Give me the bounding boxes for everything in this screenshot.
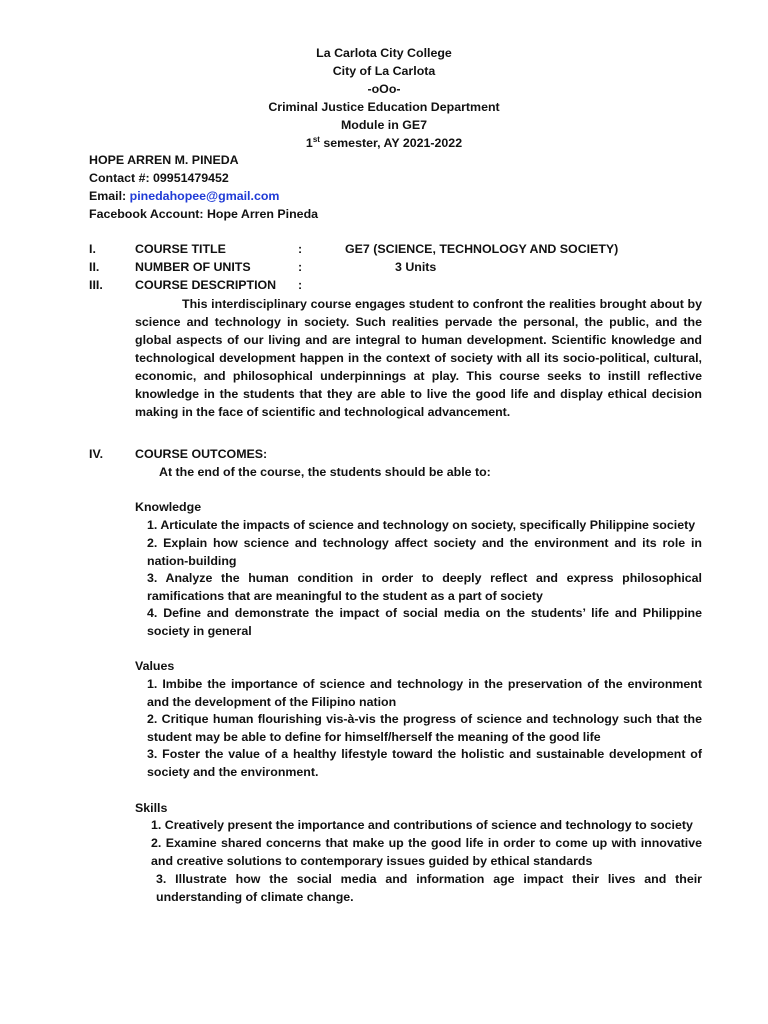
- knowledge-item-4: 4. Define and demonstrate the impact of social media on the students’ life and Philippine society in general: [147, 606, 702, 638]
- outcomes-intro: At the end of the course, the students should be able to:: [159, 465, 491, 479]
- knowledge-item-2: 2. Explain how science and technology affect society and the environment and its role in nation-building: [147, 536, 702, 568]
- skills-heading: Skills: [135, 801, 168, 815]
- values-item-1: 1. Imbibe the importance of science and technology in the preservation of the environment and the development of the Filipino nation: [147, 677, 702, 709]
- author-name: HOPE ARREN M. PINEDA: [89, 153, 239, 167]
- skills-item-3: 3. Illustrate how the social media and information age impact their lives and their understanding of climate change.: [156, 872, 702, 904]
- college-name: La Carlota City College: [316, 46, 452, 60]
- course-description-text: This interdisciplinary course engages student to confront the realities brought about by science and technology in society. Such realities pervade the personal, the public, and the global aspects of our living and are integral to human development. Scientific knowledge and technological development happen in the context of society with all its socio-political, cultural, economic, and philosophical underpinnings at play. This course seeks to instill reflective knowledge in the students that they are able to live the good life and display ethical decision making in the face of scientific and technological advancement.: [135, 297, 702, 419]
- document-header: [0, 44, 768, 152]
- email-link[interactable]: pinedahopee@gmail.com: [129, 189, 280, 203]
- ornament-divider: -oOo-: [367, 82, 401, 96]
- document-page: La Carlota City College City of La Carlota -oOo- Criminal Justice Education Department Module in GE7 1st semester, AY 2021-2022 HOPE ARREN M. PINEDA Contact #: 09951479452 Email: pinedahopee@gmail.com Facebook Account: Hope Arren Pineda I. COURSE TITLE : GE7 (SCIENCE, TECHNOLOGY AND SOCIETY) II. NUMBER OF UNITS : 3 Units III. COURSE DESCRIPTION : This interdisciplinary course engages student to confront the realities brought about by science and technology in society. Such realities pervade the personal, the public, and the global aspects of our living and are integral to human development. Scientific knowledge and technological development happen in the context of society with all its socio-political, cultural, economic, and philosophical underpinnings at play. This course seeks to instill reflective knowledge in the students that they are able to live the good life and display ethical decision making in the face of scientific and technological advancement. IV. COURSE OUTCOMES: At the end of the course, the students should be able to: Knowledge 1. Articulate the impacts of science and technology on society, specifically Philippine society 2. Explain how science and technology affect society and the environment and its role in nation-building 3. Analyze the human condition in order to deeply reflect and express philosophical ramifications that are meaningful to the student as a part of society 4. Define and demonstrate the impact of social media on the students’ life and Philippine society in general Values 1. Imbibe the importance of science and technology in the preservation of the environment and the development of the Filipino nation 2. Critique human flourishing vis-à-vis the progress of science and technology such that the student may be able to define for himself/herself the meaning of the good life 3. Foster the value of a healthy lifestyle toward the holistic and sustainable development of society and the environment. Skills 1. Creatively present the importance and contributions of science and technology to society 2. Examine shared concerns that make up the good life in order to come up with innovative and creative solutions to contemporary issues guided by ethical standards 3. Illustrate how the social media and information age impact their lives and their understanding of climate change.: [0, 0, 768, 1024]
- semester-line: 1st semester, AY 2021-2022: [305, 134, 463, 150]
- author-email-line: Email: pinedahopee@gmail.com: [89, 189, 280, 203]
- knowledge-item-1: 1. Articulate the impacts of science and technology on society, specifically Philippine society: [147, 518, 696, 532]
- values-item-2: 2. Critique human flourishing vis-à-vis the progress of science and technology such that the student may be able to define for himself/herself the meaning of the good life: [147, 712, 702, 744]
- skills-item-2: 2. Examine shared concerns that make up the good life in order to come up with innovative and creative solutions to contemporary issues guided by ethical standards: [151, 836, 702, 868]
- module-title: Module in GE7: [340, 118, 428, 132]
- skills-item-1: 1. Creatively present the importance and contributions of science and technology to society: [151, 818, 693, 832]
- values-heading: Values: [135, 659, 175, 673]
- author-facebook: Facebook Account: Hope Arren Pineda: [89, 207, 319, 221]
- values-item-3: 3. Foster the value of a healthy lifestyle toward the holistic and sustainable development of society and the environment.: [147, 747, 702, 779]
- author-block: [89, 151, 318, 223]
- author-contact: Contact #: 09951479452: [89, 171, 229, 185]
- knowledge-item-3: 3. Analyze the human condition in order to deeply reflect and express philosophical ramifications that are meaningful to the student as a part of society: [147, 571, 702, 603]
- knowledge-heading: Knowledge: [135, 500, 202, 514]
- city-name: City of La Carlota: [332, 64, 436, 78]
- department-name: Criminal Justice Education Department: [268, 100, 500, 114]
